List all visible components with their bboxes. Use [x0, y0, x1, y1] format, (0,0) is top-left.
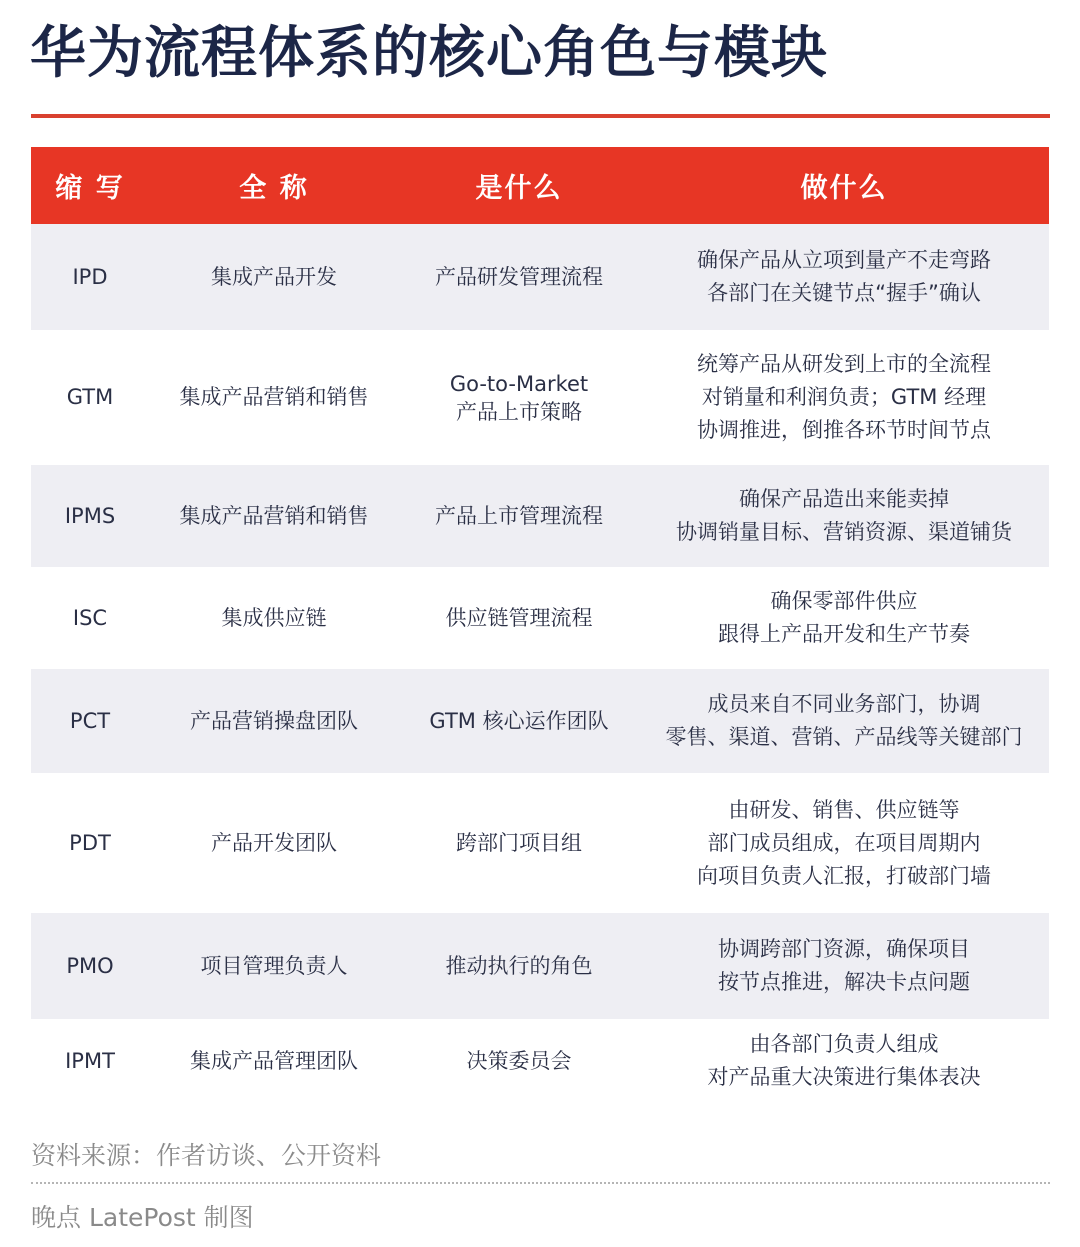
cell-what: 产品研发管理流程: [435, 264, 603, 289]
cell-what: GTM 核心运作团队: [429, 708, 609, 733]
source-note: 资料来源：作者访谈、公开资料: [31, 1141, 382, 1170]
cell-full-name: 集成产品开发: [211, 264, 337, 289]
cell-do: 成员来自不同业务部门，协调 零售、渠道、营销、产品线等关键部门: [665, 692, 1023, 749]
cell-abbr: PCT: [69, 708, 111, 733]
header-do: 做什么: [800, 173, 888, 204]
footer-divider: [31, 1182, 1050, 1184]
cell-abbr: PDT: [69, 830, 111, 855]
roles-table: [31, 147, 1049, 1103]
cell-abbr: GTM: [66, 385, 114, 409]
header-full-name: 全 称: [239, 173, 309, 204]
cell-what: Go-to-Market 产品上市策略: [449, 371, 589, 424]
cell-abbr: PMO: [66, 953, 114, 978]
cell-what: 决策委员会: [466, 1048, 572, 1073]
cell-abbr: IPMS: [64, 503, 116, 528]
cell-abbr: IPD: [72, 264, 108, 289]
cell-what: 推动执行的角色: [445, 953, 593, 978]
title-divider: [31, 114, 1050, 118]
cell-what: 产品上市管理流程: [435, 503, 603, 528]
cell-do: 由研发、销售、供应链等 部门成员组成，在项目周期内 向项目负责人汇报，打破部门墙: [697, 797, 991, 888]
cell-do: 确保零部件供应 跟得上产品开发和生产节奏: [718, 589, 970, 646]
cell-what: 跨部门项目组: [456, 830, 582, 855]
cell-do: 确保产品从立项到量产不走弯路 各部门在关键节点“握手”确认: [697, 248, 991, 305]
cell-abbr: IPMT: [65, 1048, 115, 1073]
cell-full-name: 产品开发团队: [211, 830, 337, 855]
table-header: [31, 147, 1049, 224]
cell-do: 统筹产品从研发到上市的全流程 对销量和利润负责；GTM 经理 协调推进，倒推各环节时间节点: [697, 352, 991, 442]
table-row: [31, 330, 1049, 465]
cell-full-name: 项目管理负责人: [200, 953, 348, 978]
table-row: [31, 1019, 1049, 1103]
cell-what: 供应链管理流程: [445, 605, 593, 630]
cell-full-name: 产品营销操盘团队: [190, 708, 358, 733]
table-row: [31, 773, 1049, 913]
cell-do: 确保产品造出来能卖掉 协调销量目标、营销资源、渠道铺货: [676, 487, 1012, 544]
cell-full-name: 集成产品营销和销售: [179, 503, 369, 528]
table-row: [31, 913, 1049, 1019]
cell-abbr: ISC: [72, 605, 108, 630]
cell-full-name: 集成产品营销和销售: [179, 385, 369, 409]
header-abbr: 缩 写: [55, 173, 125, 204]
cell-full-name: 集成产品管理团队: [190, 1048, 358, 1073]
table-row: [31, 224, 1049, 330]
cell-full-name: 集成供应链: [221, 605, 327, 630]
page-title: 华为流程体系的核心角色与模块: [30, 21, 828, 86]
cell-do: 由各部门负责人组成 对产品重大决策进行集体表决: [707, 1032, 981, 1089]
header-what: 是什么: [475, 173, 563, 204]
table-row: [31, 567, 1049, 669]
credit-note: 晚点 LatePost 制图: [31, 1203, 254, 1232]
cell-do: 协调跨部门资源，确保项目 按节点推进，解决卡点问题: [718, 937, 970, 994]
table-row: [31, 669, 1049, 773]
table-row: [31, 465, 1049, 567]
